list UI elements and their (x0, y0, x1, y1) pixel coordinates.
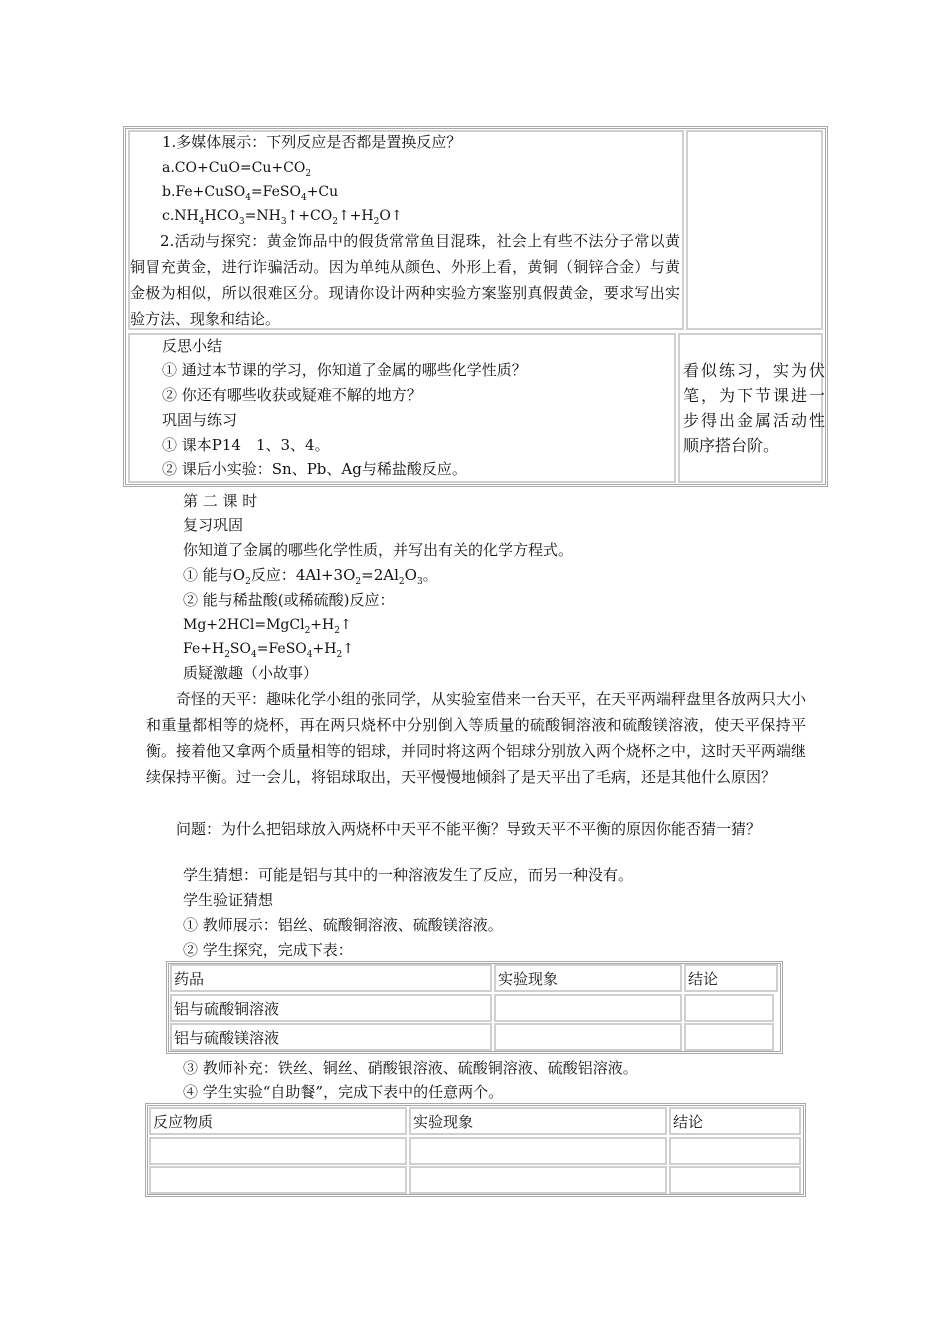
table1-header-drug: 药品 (170, 964, 492, 992)
verify-v3: ③ 教师补充：铁丝、铜丝、硝酸银溶液、硫酸铜溶液、硫酸铝溶液。 (183, 1059, 638, 1077)
review-eq1: $Mg+2HCl=MgCl_2+H_2↑$ (183, 617, 352, 636)
lesson-cell-row1-note (686, 130, 823, 330)
review-eq2: $Fe+H_2SO_4=FeSO_4+H_2↑$ (183, 641, 354, 660)
table1-row2-conclusion[interactable] (684, 1023, 774, 1051)
story-text: 奇怪的天平：趣味化学小组的张同学，从实验室借来一台天平，在天平两端秤盘里各放两只大小和重量都相等的烧杯，再在两只烧杯中分别倒入等质量的硫酸铜溶液和硫酸镁溶液，使天平保持平衡。接着他又拿两个质量相等的铝球，并同时将这两个铝球分别放入两个烧杯之中，这时天平两端继续保持平衡。过一会儿，将铝球取出，天平慢慢地倾斜了是天平出了毛病，还是其他什么原因？ (146, 690, 807, 786)
table2-row1-phenomenon[interactable] (409, 1137, 667, 1165)
question-text: 问题：为什么把铝球放入两烧杯中天平不能平衡？导致天平不平衡的原因你能否猜一猜？ (176, 820, 762, 838)
lesson-item1: 1.多媒体展示：下列反应是否都是置换反应？ (162, 133, 462, 151)
table2-header-substance: 反应物质 (149, 1107, 407, 1135)
verify-title: 学生验证猜想 (183, 891, 274, 909)
reflection-title: 反思小结 (162, 337, 223, 355)
section-heading: 第 二 课 时 (183, 492, 258, 510)
table1-row2-phenomenon[interactable] (494, 1023, 682, 1051)
table2-header-phenomenon: 实验现象 (409, 1107, 667, 1135)
guess-text: 学生猜想：可能是铝与其中的一种溶液发生了反应，而另一种没有。 (183, 866, 634, 884)
practice-title: 巩固与练习 (162, 411, 238, 429)
table1-row1-drug: 铝与硫酸铜溶液 (170, 994, 492, 1022)
verify-v2: ② 学生探究，完成下表： (183, 941, 353, 959)
review-title: 复习巩固 (183, 516, 244, 534)
review-r1: ① 能与$O_2$反应：$4Al+3O_2=2Al_2O_3$。 (183, 566, 438, 587)
table1-header-phenomenon: 实验现象 (494, 964, 682, 992)
story-title: 质疑激趣（小故事） (183, 664, 319, 682)
table2-row2-conclusion[interactable] (669, 1166, 801, 1194)
practice-p1: ① 课本P14 1、3、4。 (162, 436, 330, 454)
review-r2: ② 能与稀盐酸(或稀硫酸)反应： (183, 591, 395, 609)
lesson-eq-a: $a.CO+CuO=Cu+CO_2$ (162, 160, 312, 179)
table2-row2-phenomenon[interactable] (409, 1166, 667, 1194)
verify-v4: ④ 学生实验“自助餐”，完成下表中的任意两个。 (183, 1083, 504, 1101)
table2-row2-substance[interactable] (149, 1166, 407, 1194)
table2-row1-substance[interactable] (149, 1137, 407, 1165)
table2-header-conclusion: 结论 (669, 1107, 801, 1135)
reflection-q2: ② 你还有哪些收获或疑难不解的地方？ (162, 386, 422, 404)
table1-header-conclusion: 结论 (684, 964, 778, 992)
table1-row1-conclusion[interactable] (684, 994, 774, 1022)
review-question: 你知道了金属的哪些化学性质，并写出有关的化学方程式。 (183, 541, 574, 559)
reflection-note: 看似练习，实为伏笔，为下节课进一步得出金属活动性顺序搭台阶。 (683, 361, 825, 455)
table1-row1-phenomenon[interactable] (494, 994, 682, 1022)
verify-v1: ① 教师展示：铝丝、硫酸铜溶液、硫酸镁溶液。 (183, 916, 503, 934)
table2-row1-conclusion[interactable] (669, 1137, 801, 1165)
reflection-q1: ① 通过本节课的学习，你知道了金属的哪些化学性质？ (162, 361, 527, 379)
lesson-item2: 2.活动与探究：黄金饰品中的假货常常鱼目混珠，社会上有些不法分子常以黄铜冒充黄金，进行诈骗活动。因为单纯从颜色、外形上看，黄铜（铜锌合金）与黄金极为相似，所以很难区分。现请你设计两种实验方案鉴别真假黄金，要求写出实验方法、现象和结论。 (130, 232, 680, 328)
lesson-eq-b: b.Fe+CuSO$_4$=FeSO$_4$+Cu (162, 184, 339, 203)
table1-row2-drug: 铝与硫酸镁溶液 (170, 1023, 492, 1051)
lesson-eq-c: $c.NH_4HCO_3=NH_3↑+CO_2↑+H_2O↑$ (162, 208, 403, 227)
practice-p2: ② 课后小实验：Sn、Pb、Ag与稀盐酸反应。 (162, 460, 467, 478)
